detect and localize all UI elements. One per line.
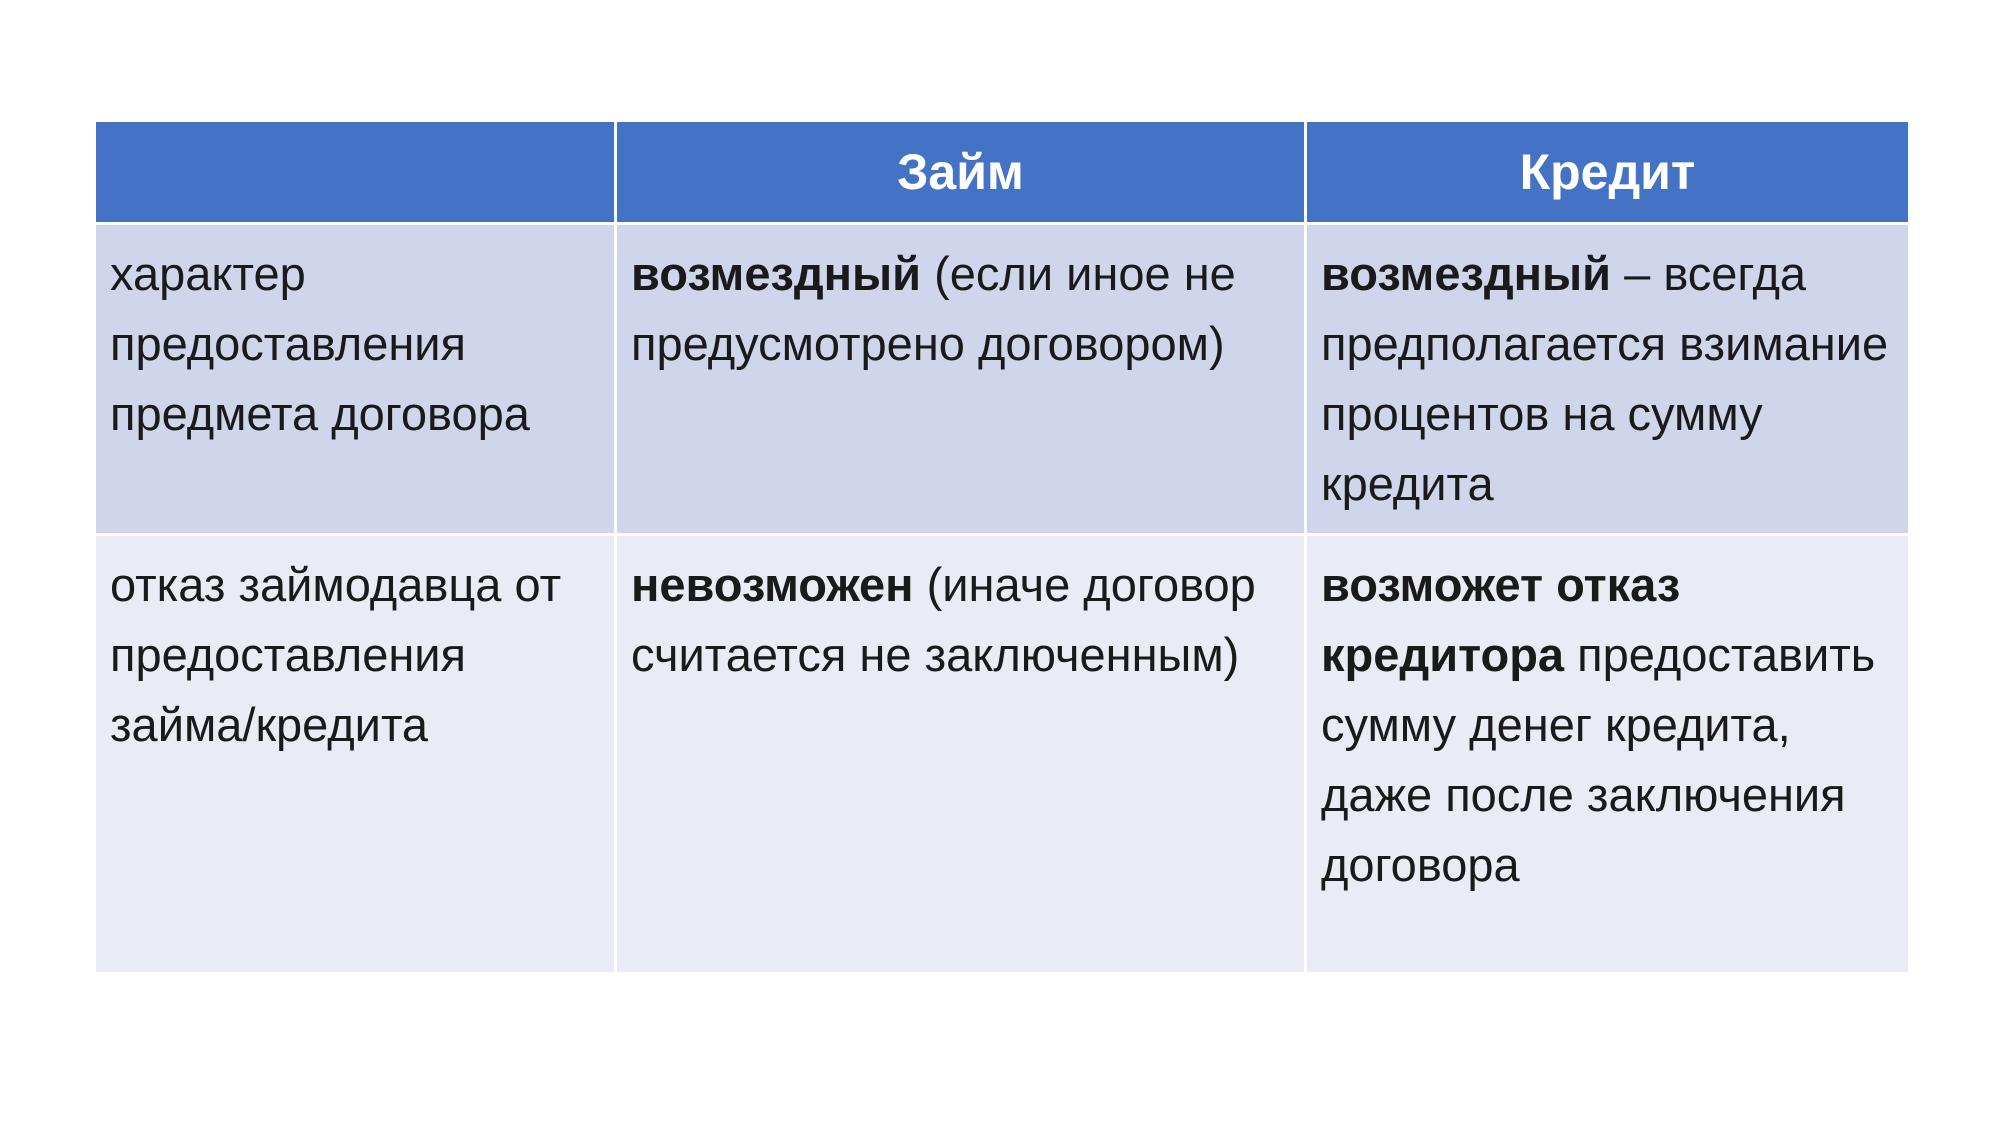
header-cell-kredit: Кредит	[1306, 121, 1910, 224]
zaim-bold-text: возмездный	[631, 247, 922, 300]
table-row	[95, 224, 1910, 535]
zaim-text: (иначе договор считается не заключенным)	[631, 558, 1256, 681]
kredit-cell	[1306, 224, 1910, 535]
header-cell-empty	[95, 121, 616, 224]
row-label: отказ займодавца от предоставления займа/кредита	[110, 558, 562, 751]
header-cell-zaim: Займ	[616, 121, 1306, 224]
kredit-text: предоставить сумму денег кредита, даже после заключения договора	[1321, 628, 1876, 891]
zaim-cell	[616, 224, 1306, 535]
kredit-text: – всегда предполагается взимание процентов на сумму кредита	[1321, 247, 1889, 510]
row-label-cell	[95, 535, 616, 974]
kredit-bold-text: возмездный	[1321, 247, 1612, 300]
zaim-cell	[616, 535, 1306, 974]
kredit-cell	[1306, 535, 1910, 974]
table-row	[95, 535, 1910, 974]
zaim-bold-text: невозможен	[631, 558, 914, 611]
row-label-cell	[95, 224, 616, 535]
row-label: характер предоставления предмета договора	[110, 247, 530, 440]
table-header-row	[95, 121, 1910, 224]
zaim-text: (если иное не предусмотрено договором)	[631, 247, 1236, 370]
comparison-table	[93, 119, 1911, 975]
kredit-bold-text: возможет отказ кредитора	[1321, 558, 1681, 681]
